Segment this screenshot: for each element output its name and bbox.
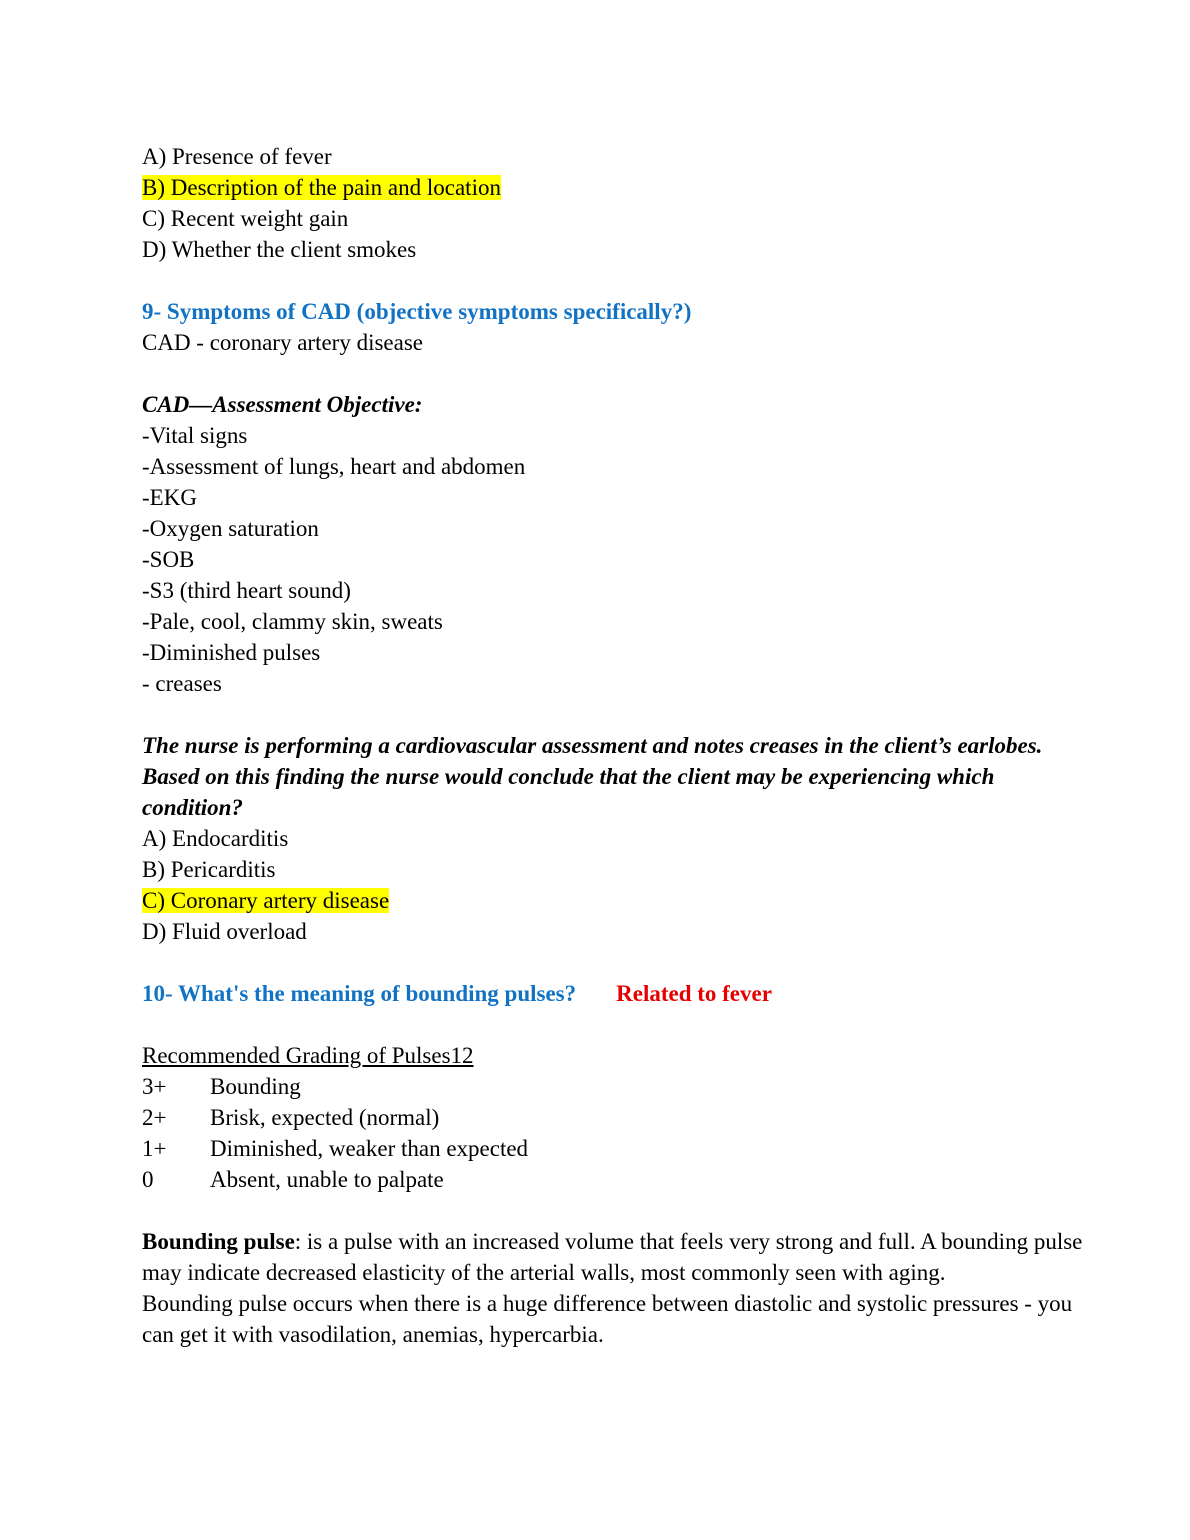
document-body bbox=[142, 141, 1098, 1350]
text-run: 2+ bbox=[142, 1105, 167, 1130]
paragraph bbox=[142, 637, 1098, 668]
paragraph bbox=[142, 451, 1098, 482]
blank-line bbox=[142, 358, 1098, 389]
text-run: A) Presence of fever bbox=[142, 144, 332, 169]
text-run: Bounding pulse bbox=[142, 1229, 295, 1254]
text-run: -Diminished pulses bbox=[142, 640, 321, 665]
paragraph bbox=[142, 575, 1098, 606]
paragraph bbox=[142, 296, 1098, 327]
paragraph bbox=[142, 854, 1098, 885]
text-run: -S3 (third heart sound) bbox=[142, 578, 351, 603]
blank-line bbox=[142, 947, 1098, 978]
paragraph bbox=[142, 730, 1098, 823]
paragraph bbox=[142, 1102, 1098, 1133]
paragraph bbox=[142, 389, 1098, 420]
text-run: -Vital signs bbox=[142, 423, 248, 448]
paragraph bbox=[142, 885, 1098, 916]
text-run: C) Recent weight gain bbox=[142, 206, 349, 231]
paragraph bbox=[142, 482, 1098, 513]
paragraph bbox=[142, 823, 1098, 854]
text-run: -SOB bbox=[142, 547, 195, 572]
paragraph bbox=[142, 606, 1098, 637]
paragraph bbox=[142, 203, 1098, 234]
text-run: CAD - coronary artery disease bbox=[142, 330, 423, 355]
text-run: 1+ bbox=[142, 1136, 167, 1161]
blank-line bbox=[142, 265, 1098, 296]
paragraph bbox=[142, 1040, 1098, 1071]
text-run: 3+ bbox=[142, 1074, 167, 1099]
text-run: CAD—Assessment Objective: bbox=[142, 392, 423, 417]
text-run: D) Fluid overload bbox=[142, 919, 307, 944]
paragraph bbox=[142, 1133, 1098, 1164]
tab-space bbox=[576, 1000, 616, 1001]
text-run: : is a pulse with an increased volume that feels very strong and full. A bounding pulse may indicate decreased elasticity of the arterial walls, most commonly seen with aging. bbox=[142, 1229, 1089, 1285]
text-run: Related to fever bbox=[616, 981, 772, 1006]
text-run: A) Endocarditis bbox=[142, 826, 289, 851]
paragraph bbox=[142, 172, 1098, 203]
paragraph bbox=[142, 668, 1098, 699]
paragraph bbox=[142, 420, 1098, 451]
text-run: Bounding pulse occurs when there is a huge difference between diastolic and systolic pressures - you can get it with vasodilation, anemias, hypercarbia. bbox=[142, 1291, 1078, 1347]
text-run: Brisk, expected (normal) bbox=[210, 1105, 440, 1130]
text-run: C) Coronary artery disease bbox=[142, 888, 390, 913]
text-run: -Oxygen saturation bbox=[142, 516, 319, 541]
paragraph bbox=[142, 141, 1098, 172]
blank-line bbox=[142, 1195, 1098, 1226]
text-run: D) Whether the client smokes bbox=[142, 237, 417, 262]
text-run: Diminished, weaker than expected bbox=[210, 1136, 529, 1161]
paragraph bbox=[142, 544, 1098, 575]
paragraph bbox=[142, 916, 1098, 947]
paragraph bbox=[142, 978, 1098, 1009]
text-run: - creases bbox=[142, 671, 222, 696]
text-run: 9- Symptoms of CAD (objective symptoms specifically?) bbox=[142, 299, 692, 324]
paragraph bbox=[142, 1288, 1098, 1350]
blank-line bbox=[142, 699, 1098, 730]
paragraph bbox=[142, 234, 1098, 265]
paragraph bbox=[142, 513, 1098, 544]
text-run: The nurse is performing a cardiovascular assessment and notes creases in the client’s earlobes. Based on this finding the nurse would conclude that the client may be experiencing which condition? bbox=[142, 733, 1049, 820]
text-run: -EKG bbox=[142, 485, 197, 510]
paragraph bbox=[142, 1164, 1098, 1195]
text-run: 10- What's the meaning of bounding pulses? bbox=[142, 981, 577, 1006]
text-run: Bounding bbox=[210, 1074, 301, 1099]
blank-line bbox=[142, 1009, 1098, 1040]
paragraph bbox=[142, 1226, 1098, 1288]
text-run: B) Description of the pain and location bbox=[142, 175, 501, 200]
text-run: -Assessment of lungs, heart and abdomen bbox=[142, 454, 526, 479]
text-run: Absent, unable to palpate bbox=[210, 1167, 444, 1192]
text-run: B) Pericarditis bbox=[142, 857, 276, 882]
text-run: Recommended Grading of Pulses12 bbox=[142, 1043, 474, 1068]
text-run: 0 bbox=[142, 1167, 154, 1192]
paragraph bbox=[142, 1071, 1098, 1102]
paragraph bbox=[142, 327, 1098, 358]
text-run: -Pale, cool, clammy skin, sweats bbox=[142, 609, 443, 634]
